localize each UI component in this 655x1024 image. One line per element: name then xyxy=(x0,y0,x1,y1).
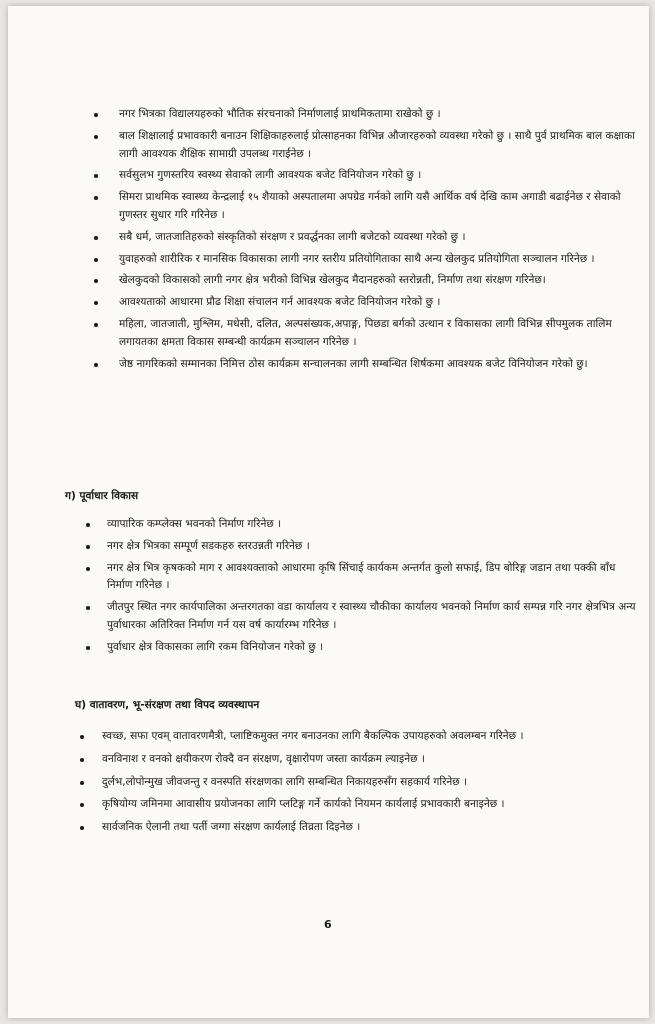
list-item xyxy=(80,751,640,769)
list-item-text: दुर्लभ,लोपोन्मुख जीवजन्तु र वनस्पति संरक्षणका लागि सम्बन्धित निकायहरुसँग सहकार्य गरिनेछ । xyxy=(102,775,468,788)
list-item xyxy=(94,316,639,352)
section-heading-infrastructure: ग) पूर्वाधार विकास xyxy=(65,490,139,502)
bullet-icon xyxy=(80,758,84,762)
list-item-text: युवाहरुको शारीरिक र मानसिक विकासका लागी नगर स्तरीय प्रतियोगिताका साथै अन्य खेलकुद प्रतियोगिता सञ्चालन गरिनेछ । xyxy=(119,252,595,265)
list-item-text: सर्वसुलभ गुणस्तरिय स्वस्थ्य सेवाको लागी आवश्यक बजेट विनियोजन गरेको छु । xyxy=(119,169,422,182)
list-item-text: नगर क्षेत्र भित्रका सम्पूर्ण सडकहरु स्तरउन्नती गरिनेछ । xyxy=(107,539,310,552)
bullet-icon xyxy=(80,803,84,807)
bullet-icon xyxy=(94,258,98,262)
list-item-text: वनविनाश र वनको क्षयीकरण रोक्दै वन संरक्षण, वृक्षारोपण जस्ता कार्यक्रम ल्याइनेछ । xyxy=(102,752,425,765)
bullet-icon xyxy=(94,363,98,367)
list-item-text: आवश्यताको आधारमा प्रौढ शिक्षा संचालन गर्न आवश्यक बजेट विनियोजन गरेको छु । xyxy=(119,296,441,309)
list-item-text: सार्वजनिक ऐलानी तथा पर्ती जग्गा संरक्षण कार्यलाई तिव्रता दिइनेछ । xyxy=(102,821,361,834)
bullet-icon xyxy=(86,567,90,571)
bullet-icon xyxy=(80,781,84,785)
bullet-icon xyxy=(94,196,98,200)
bullet-icon xyxy=(86,606,90,610)
list-item-text: जेष्ठ नागरिकको सम्मानका निमित्त ठोस कार्यक्रम सन्चालनका लागी सम्बन्धित शिर्षकमा आवश्यक बजेट विनियोजन गरेको छु। xyxy=(119,357,588,370)
list-item-text: स्वच्छ, सफा एवम् वातावरणमैत्री, प्लाष्टिकमुक्त नगर बनाउनका लागि बैकल्पिक उपायहरुको अवलम्बन गरिनेछ । xyxy=(102,730,524,742)
bullet-icon xyxy=(94,113,98,117)
list-item-text: कृषियोग्य जमिनमा आवासीय प्रयोजनका लागि प्लटिङ्ग गर्ने कार्यको नियमन कार्यलाई प्रभावकारी बनाइनेछ । xyxy=(102,798,505,811)
list-item-text: बाल शिक्षालाई प्रभावकारी बनाउन शिक्षिकाहरुलाई प्रोत्साहनका विभिन्न औजारहरुको व्यवस्था गरेको छु । साथै पुर्व प्राथमिक बाल कक्षाका लागी आवश्यक शैक्षिक सामाग्री उपलब्ध गराईनेछ । xyxy=(119,129,635,160)
list-item xyxy=(94,167,639,185)
bullet-icon xyxy=(86,646,90,650)
page-content xyxy=(8,6,649,1018)
bullet-icon xyxy=(94,279,98,283)
document-page xyxy=(8,6,649,1018)
bullet-icon xyxy=(80,735,84,739)
bullet-icon xyxy=(94,323,98,327)
list-item xyxy=(94,251,639,269)
bullet-icon xyxy=(94,236,98,240)
list-item xyxy=(94,356,639,374)
list-item xyxy=(94,128,639,164)
list-item xyxy=(80,819,640,837)
bullet-icon xyxy=(86,545,90,549)
list-item xyxy=(94,189,639,225)
list-item xyxy=(80,728,640,746)
bullet-icon xyxy=(94,301,98,305)
list-item-text: पुर्वाधार क्षेत्र विकासका लागि रकम विनियोजन गरेको छु । xyxy=(107,640,324,653)
list-item xyxy=(86,516,638,534)
list-item-text: नगर भित्रका विद्यालयहरुको भौतिक संरचनाको निर्माणलाई प्राथमिकतामा राखेको छु । xyxy=(119,108,441,120)
list-item xyxy=(86,538,638,556)
social-development-list xyxy=(94,106,639,377)
bullet-icon xyxy=(94,135,98,139)
list-item-text: खेलकुदको विकासको लागी नगर क्षेत्र भरीको विभिन्न खेलकुद मैदानहरुको स्तरोन्नती, निर्माण तथा संरक्षण गरिनेछ। xyxy=(119,274,546,287)
list-item xyxy=(80,774,640,792)
list-item-text: नगर क्षेत्र भित्र कृषकको माग र आवश्यक्ताको आधारमा कृषि सिंचाई कार्यकम अन्तर्गत कुलो सफाई, डिप बोरिङ्ग जडान तथा पक्की बाँध निर्माण गरिनेछ । xyxy=(107,561,616,592)
bullet-icon xyxy=(94,174,98,178)
bullet-icon xyxy=(80,826,84,830)
bullet-icon xyxy=(86,523,90,527)
list-item-text: महिला, जातजाती, मुश्लिम, मधेसी, दलित, अल्पसंख्यक,अपाङ्ग, पिछडा बर्गको उत्थान र विकासका लागी विभिन्न सीपमुलक तालिम लगायतका क्षमता विकास सम्बन्धी कार्यक्रम सञ्चालन गरिनेछ । xyxy=(119,317,612,348)
list-item xyxy=(94,106,639,124)
list-item-text: जीतपुर स्थित नगर कार्यपालिका अन्तरगतका वडा कार्यालय र स्वास्थ्य चौकीका कार्यालय भवनको निर्माण कार्य सम्पन्न गरि नगर क्षेत्रभित्र अन्य पुर्वाधारका अतिरिक्त निर्माण गर्न यस वर्ष कार्यारम्भ गरिनेछ । xyxy=(107,601,636,631)
list-item xyxy=(94,272,639,290)
list-item-text: व्यापारिक कम्प्लेक्स भवनको निर्माण गरिनेछ । xyxy=(107,518,282,530)
list-item xyxy=(94,294,639,312)
list-item-text: सबै धर्म, जातजातिहरुको संस्कृतिको संरक्षण र प्रवर्द्धनका लागी बजेटको व्यवस्था गरेको छु । xyxy=(119,230,466,243)
page-number: 6 xyxy=(324,918,332,931)
section-heading-environment: घ) वातावरण, भू-संरक्षण तथा विपद व्यवस्थापन xyxy=(75,699,260,711)
list-item xyxy=(80,796,640,814)
infrastructure-list xyxy=(86,516,638,661)
list-item xyxy=(94,229,639,247)
list-item xyxy=(86,639,638,657)
environment-list xyxy=(80,728,640,842)
list-item-text: सिमरा प्राथमिक स्वास्थ्य केन्द्रलाई १५ शैयाको अस्पतालमा अपग्रेड गर्नको लागि यसै आर्थिक वर्ष देखि काम अगाडी बढाईनेछ र सेवाको गुणस्तर सुधार गरि गरिनेछ । xyxy=(119,191,621,221)
list-item xyxy=(86,599,638,635)
list-item xyxy=(86,560,638,596)
